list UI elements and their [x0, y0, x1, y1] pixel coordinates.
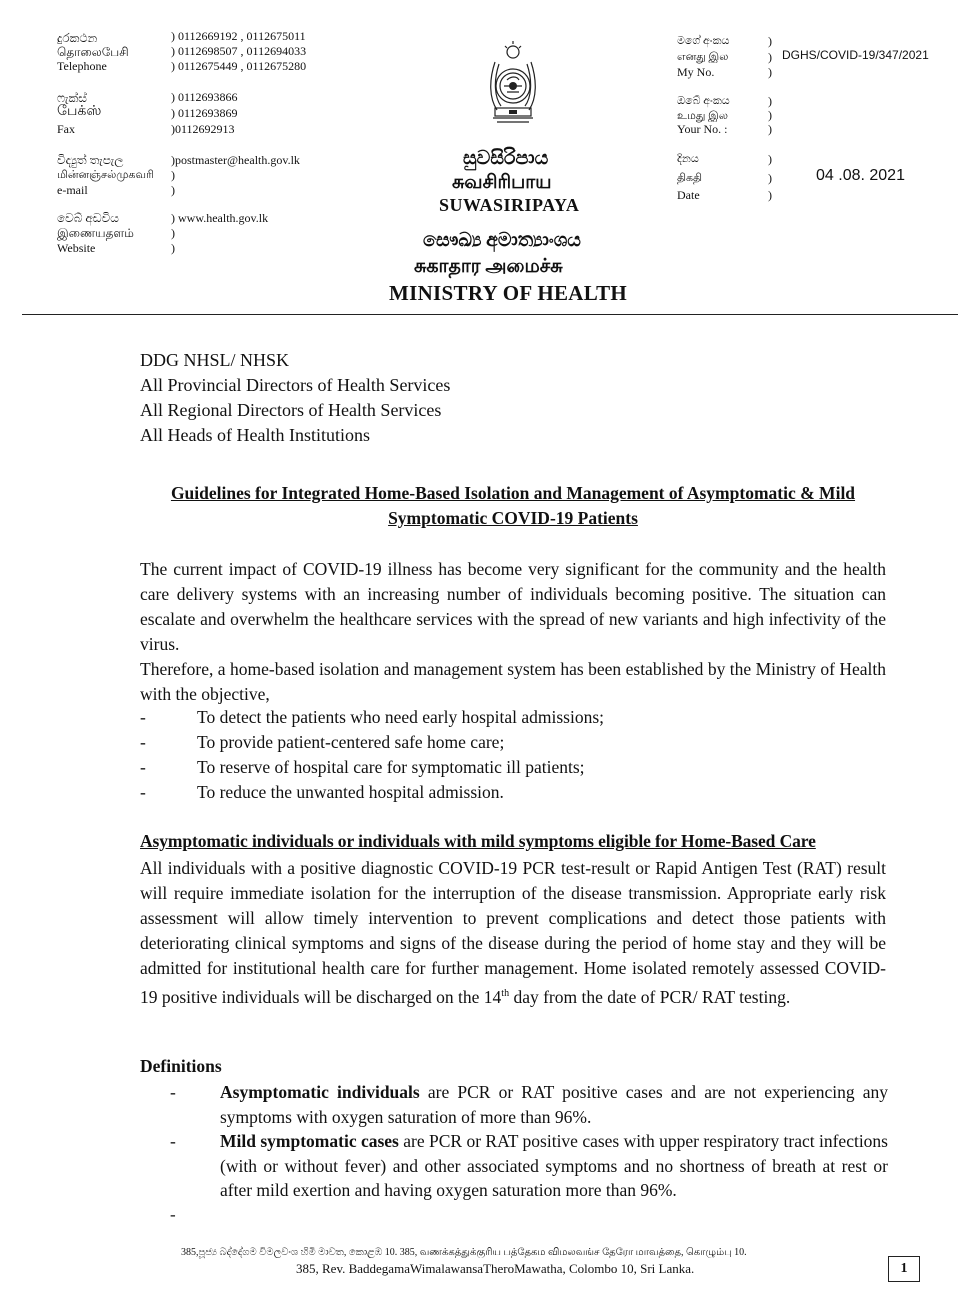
telephone-value: ) 0112669192 , 0112675011	[171, 29, 306, 43]
footer-address-en: 385, Rev. BaddegamaWimalawansaTheroMawatha, Colombo 10, Sri Lanka.	[296, 1261, 695, 1276]
ministry-short-name-en: SUWASIRIPAYA	[439, 195, 580, 215]
definition-text: are PCR or RAT positive cases with upper respiratory tract infections (with or without fever) and other associated symptoms and no shortness of breath at rest or after mild exertion and having oxygen saturation more than 96%.	[220, 1131, 888, 1200]
bullet-dash: -	[140, 707, 146, 727]
your-no-label-en: Your No. :	[677, 122, 728, 136]
website-label-ta: இணையதளம்	[57, 226, 134, 240]
email-label-ta: மின்னஞ்சல்முகவரி	[57, 169, 154, 181]
paren: )	[768, 171, 772, 185]
paren: )	[768, 122, 772, 136]
telephone-value: ) 0112675449 , 0112675280	[171, 59, 307, 73]
email-label-en: e-mail	[57, 183, 88, 197]
fax-label-si: ෆැක්ස්	[57, 91, 87, 105]
website-value: ) www.health.gov.lk	[171, 211, 269, 225]
therefore-paragraph: Therefore, a home-based isolation and management system has been established by the Ministry of Health with the objective,	[140, 659, 886, 704]
ministry-name-ta: சுகாதார அமைச்சு	[414, 256, 563, 277]
state-emblem-icon	[483, 40, 543, 126]
addressee-line: All Heads of Health Institutions	[140, 425, 370, 445]
telephone-label-si: දුරකථන	[57, 31, 98, 45]
fax-value: )0112692913	[171, 122, 235, 136]
eligible-superscript: th	[501, 988, 510, 999]
your-no-label-si: ඔබේ අංකය	[677, 95, 730, 107]
my-no-label-en: My No.	[677, 65, 715, 79]
eligible-text-a: All individuals with a positive diagnostic COVID-19 PCR test-result or Rapid Antigen Test (RAT) result will require immediate isolation for the interruption of the disease transmission. Appropriate early risk assessment will allow timely intervention to prevent complications and detect those patients with deteriorating clinical symptoms and signs of the disease during the period of home stay and they will be admitted for institutional health care for further management. Home isolated remotely assessed COVID-19 positive individuals will be discharged on the 14	[140, 858, 886, 1007]
ministry-short-name-si: සුවසිරිපාය	[463, 148, 549, 169]
your-no-label-ta: உமது இல	[677, 110, 728, 122]
paren: )	[768, 34, 772, 48]
ministry-short-name-ta: சுவசிரிபாய	[452, 172, 552, 193]
objective-item: To provide patient-centered safe home care;	[197, 732, 505, 752]
website-value: )	[171, 241, 175, 255]
date-value: 04 .08. 2021	[816, 167, 905, 184]
definition-text: are PCR or RAT positive cases and are not experiencing any symptoms with oxygen saturation of more than 96%.	[220, 1082, 888, 1127]
paren: )	[768, 188, 772, 202]
definition-item	[220, 1080, 888, 1129]
my-no-label-si: මගේ අංකය	[677, 35, 730, 47]
my-no-label-ta: எனது இல	[677, 51, 729, 63]
eligible-section-heading: Asymptomatic individuals or individuals with mild symptoms eligible for Home-Based Care	[140, 831, 816, 851]
paren: )	[768, 50, 772, 64]
paren: )	[768, 108, 772, 122]
paren: )	[768, 94, 772, 108]
bullet-dash: -	[170, 1082, 176, 1102]
fax-value: ) 0112693869	[171, 106, 238, 120]
page-number: 1	[888, 1256, 920, 1282]
telephone-value: ) 0112698507 , 0112694033	[171, 44, 307, 58]
date-label-ta: திகதி	[677, 172, 703, 184]
definitions-heading: Definitions	[140, 1056, 222, 1076]
definition-term: Asymptomatic individuals	[220, 1082, 420, 1102]
bullet-dash: -	[140, 732, 146, 752]
fax-value: ) 0112693866	[171, 90, 238, 104]
website-label-si: වෙබ් අඩවිය	[57, 211, 119, 225]
telephone-label-ta: தொலைபேசி	[57, 45, 129, 59]
addressee-line: DDG NHSL/ NHSK	[140, 350, 290, 370]
intro-paragraph: The current impact of COVID-19 illness has become very significant for the community and the health care delivery systems with an increasing number of individuals becoming positive. The situation can escalate and overwhelm the healthcare services with the spread of new variants and high infectivity of the virus.	[140, 559, 886, 654]
footer-address-local: 385,පූජ්‍ය බද්දේගම විමලවංශ හිමි මාවත, කොළඹ 10. 385, வணக்கத்துக்குரிய பத்தேகம விமலவங்ச தேரோ மாவத்தை, கொழும்பு 10.	[181, 1247, 747, 1258]
fax-label-ta: பேக்ஸ்	[57, 104, 102, 119]
email-value: )postmaster@health.gov.lk	[171, 153, 300, 167]
email-value: )	[171, 183, 175, 197]
ministry-name-en: MINISTRY OF HEALTH	[389, 281, 628, 305]
website-value: )	[171, 226, 175, 240]
document-title-line2: Symptomatic COVID-19 Patients	[388, 508, 638, 528]
email-label-si: විද්‍යුත් තැපැල	[57, 153, 124, 167]
bullet-dash: -	[170, 1131, 176, 1151]
definition-item	[220, 1129, 888, 1203]
fax-label-en: Fax	[57, 122, 75, 136]
objective-item: To detect the patients who need early hospital admissions;	[197, 707, 605, 727]
paren: )	[768, 65, 772, 79]
my-no-value: DGHS/COVID-19/347/2021	[782, 48, 929, 62]
website-label-en: Website	[57, 241, 96, 255]
trailing-dash: -	[170, 1205, 176, 1224]
bullet-dash: -	[140, 782, 146, 802]
date-label-en: Date	[677, 188, 700, 202]
date-label-si: දිනය	[677, 153, 699, 165]
definition-term: Mild symptomatic cases	[220, 1131, 399, 1151]
eligible-paragraph	[140, 856, 886, 1010]
email-value: )	[171, 168, 175, 182]
addressee-line: All Provincial Directors of Health Services	[140, 375, 451, 395]
bullet-dash: -	[140, 757, 146, 777]
document-title-line1: Guidelines for Integrated Home-Based Isolation and Management of Asymptomatic & Mild	[170, 483, 856, 503]
eligible-text-b: day from the date of PCR/ RAT testing.	[509, 986, 791, 1007]
paren: )	[768, 152, 772, 166]
addressee-line: All Regional Directors of Health Services	[140, 400, 442, 420]
telephone-label-en: Telephone	[57, 59, 107, 73]
objective-item: To reduce the unwanted hospital admission.	[197, 782, 504, 802]
header-divider	[22, 314, 958, 315]
objective-item: To reserve of hospital care for symptomatic ill patients;	[197, 757, 585, 777]
ministry-name-si: සෞඛ්‍ය අමාත්‍යාංශය	[423, 230, 581, 251]
